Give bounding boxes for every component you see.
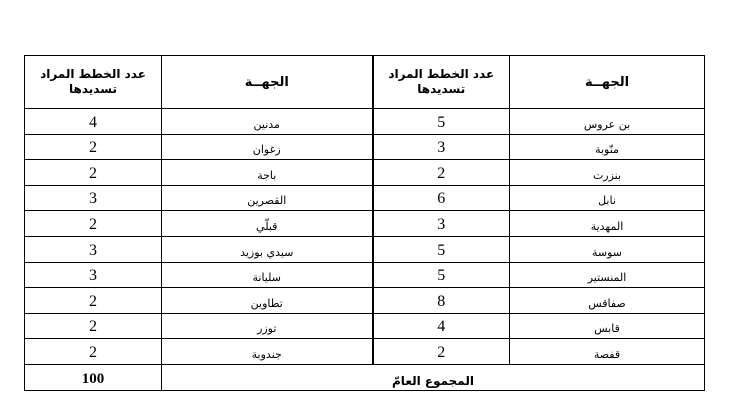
table-row bbox=[25, 185, 705, 211]
header-region-right: الجهــة bbox=[584, 75, 630, 90]
header-plans-count-left: عدد الخطط المراد تسديدها bbox=[40, 66, 146, 96]
header-region-left: الجهــة bbox=[244, 75, 289, 90]
left-region-cell: مدنين bbox=[253, 117, 280, 131]
left-region-cell: سيدي بوزيد bbox=[240, 245, 294, 259]
total-value-cell bbox=[25, 364, 162, 390]
left-count-cell: 2 bbox=[89, 343, 97, 361]
left-region-cell: قبلّي bbox=[256, 219, 278, 233]
total-value: 100 bbox=[81, 370, 105, 387]
right-region-cell: المهدية bbox=[590, 219, 624, 233]
right-count-cell: 5 bbox=[437, 241, 446, 259]
right-region-cell: بنزرت bbox=[592, 168, 622, 182]
left-count-cell: 3 bbox=[89, 190, 97, 208]
right-count-cell: 2 bbox=[437, 343, 446, 361]
left-region-cell: تطاوين bbox=[250, 296, 283, 310]
left-count-cell: 3 bbox=[89, 241, 97, 259]
right-region-cell: قابس bbox=[594, 322, 620, 336]
total-row bbox=[25, 364, 705, 390]
right-count-cell: 4 bbox=[437, 318, 446, 336]
right-region-cell: سوسة bbox=[591, 245, 622, 259]
right-count-cell: 5 bbox=[437, 113, 446, 131]
right-count-cell: 2 bbox=[437, 164, 446, 182]
table-row bbox=[25, 288, 705, 314]
left-region-cell: باجة bbox=[257, 168, 277, 182]
right-count-cell: 3 bbox=[437, 215, 446, 233]
table-row bbox=[25, 211, 705, 237]
total-label-cell bbox=[162, 364, 705, 390]
header-cell-right-region bbox=[510, 56, 705, 109]
header-plans-count-right: عدد الخطط المراد تسديدها bbox=[388, 66, 495, 96]
left-count-cell: 2 bbox=[89, 215, 97, 233]
right-count-cell: 5 bbox=[437, 267, 446, 285]
table-row bbox=[25, 236, 705, 262]
total-label: المجموع العامّ bbox=[392, 373, 474, 388]
left-count-cell: 4 bbox=[89, 113, 97, 131]
right-region-cell: المنستير bbox=[587, 271, 627, 285]
plans-distribution-table bbox=[24, 55, 705, 391]
header-cell-right-count bbox=[373, 56, 510, 109]
right-count-cell: 3 bbox=[437, 139, 446, 157]
table-row bbox=[25, 109, 705, 135]
table-row bbox=[25, 160, 705, 186]
left-region-cell: سليانة bbox=[252, 271, 281, 285]
right-count-cell: 8 bbox=[437, 292, 446, 310]
left-count-cell: 2 bbox=[89, 164, 97, 182]
table-row bbox=[25, 134, 705, 160]
right-region-cell: صفاقس bbox=[588, 296, 626, 310]
table-row bbox=[25, 339, 705, 365]
right-count-cell: 6 bbox=[437, 190, 446, 208]
left-count-cell: 2 bbox=[89, 292, 97, 310]
left-region-cell: القصرين bbox=[247, 194, 287, 208]
right-region-cell: قفصة bbox=[593, 347, 621, 361]
table-row bbox=[25, 313, 705, 339]
table-header-row bbox=[25, 56, 705, 109]
right-region-cell: بن عروس bbox=[583, 117, 631, 131]
left-region-cell: زغوان bbox=[252, 143, 281, 157]
left-region-cell: جندوبة bbox=[251, 347, 282, 361]
right-region-cell: منّوبة bbox=[595, 143, 619, 157]
left-region-cell: توزر bbox=[257, 322, 277, 336]
left-count-cell: 2 bbox=[89, 139, 97, 157]
left-count-cell: 2 bbox=[89, 318, 97, 336]
table-row bbox=[25, 262, 705, 288]
right-region-cell: نابل bbox=[598, 194, 616, 208]
header-cell-left-count bbox=[25, 56, 162, 109]
header-cell-left-region bbox=[162, 56, 373, 109]
left-count-cell: 3 bbox=[89, 267, 97, 285]
